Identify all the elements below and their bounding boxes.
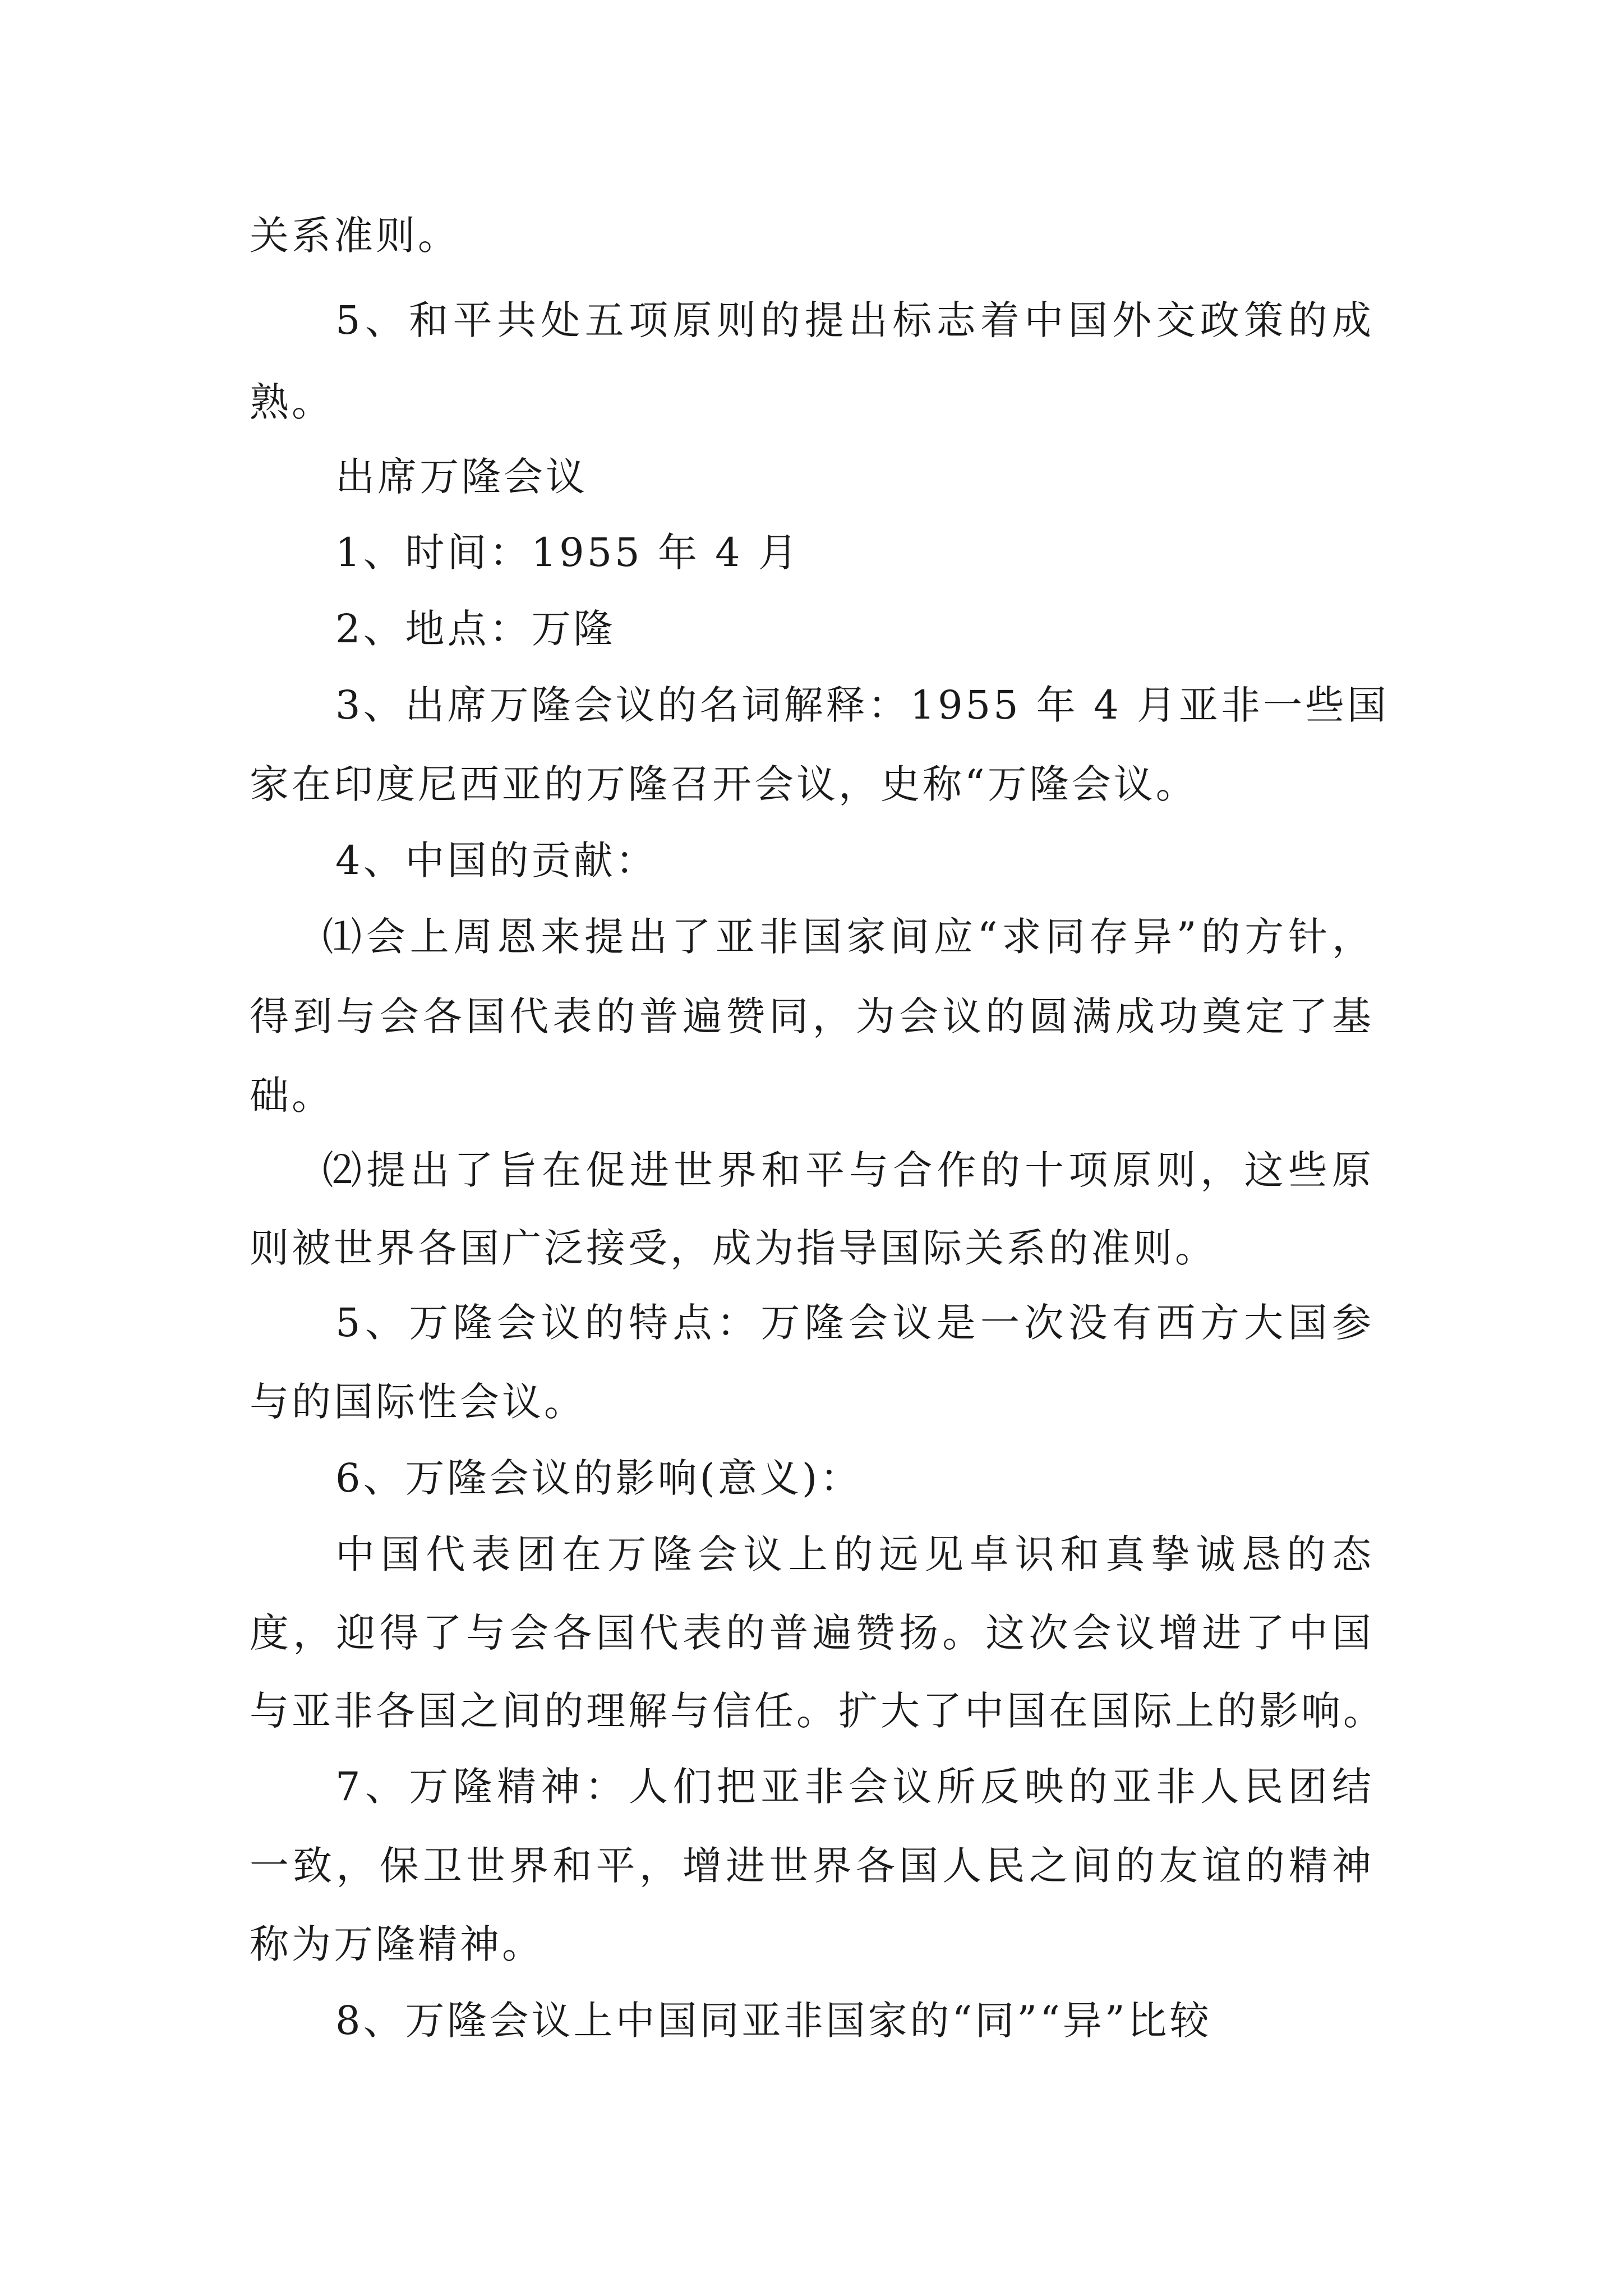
paragraph-line: 则被世界各国广泛接受，成为指导国际关系的准则。 — [250, 1225, 1217, 1271]
paragraph-line: 础。 — [250, 1073, 334, 1119]
paragraph-line: ⑵提出了旨在促进世界和平与合作的十项原则，这些原 — [322, 1147, 1374, 1193]
paragraph-line: 家在印度尼西亚的万隆召开会议，史称“万隆会议。 — [250, 761, 1198, 807]
paragraph-line: 4、中国的贡献： — [335, 838, 658, 884]
paragraph-line: 得到与会各国代表的普遍赞同，为会议的圆满成功奠定了基 — [250, 993, 1374, 1039]
paragraph-line: 3、出席万隆会议的名词解释：1955 年 4 月亚非一些国 — [335, 682, 1389, 728]
paragraph-line: 熟。 — [250, 379, 334, 425]
paragraph-line: 6、万隆会议的影响(意义)： — [335, 1455, 863, 1501]
paragraph-line: 7、万隆精神：人们把亚非会议所反映的亚非人民团结 — [335, 1764, 1374, 1810]
paragraph-line: 2、地点：万隆 — [335, 606, 616, 652]
paragraph-line: 关系准则。 — [250, 213, 460, 259]
paragraph-line: 5、万隆会议的特点：万隆会议是一次没有西方大国参 — [335, 1300, 1374, 1346]
paragraph-line: ⑴会上周恩来提出了亚非国家间应“求同存异”的方针， — [322, 914, 1374, 960]
paragraph-line: 与的国际性会议。 — [250, 1379, 586, 1425]
section-heading: 出席万隆会议 — [335, 454, 588, 500]
paragraph-line: 与亚非各国之间的理解与信任。扩大了中国在国际上的影响。 — [250, 1688, 1385, 1734]
paragraph-line: 一致，保卫世界和平，增进世界各国人民之间的友谊的精神 — [250, 1843, 1374, 1889]
paragraph-line: 1、时间：1955 年 4 月 — [335, 530, 800, 576]
paragraph-line: 5、和平共处五项原则的提出标志着中国外交政策的成 — [335, 297, 1374, 343]
paragraph-line: 称为万隆精神。 — [250, 1921, 544, 1967]
paragraph-line: 中国代表团在万隆会议上的远见卓识和真挚诚恳的态 — [335, 1531, 1374, 1577]
paragraph-line: 度，迎得了与会各国代表的普遍赞扬。这次会议增进了中国 — [250, 1610, 1374, 1656]
paragraph-line: 8、万隆会议上中国同亚非国家的“同”“异”比较 — [335, 1998, 1212, 2044]
